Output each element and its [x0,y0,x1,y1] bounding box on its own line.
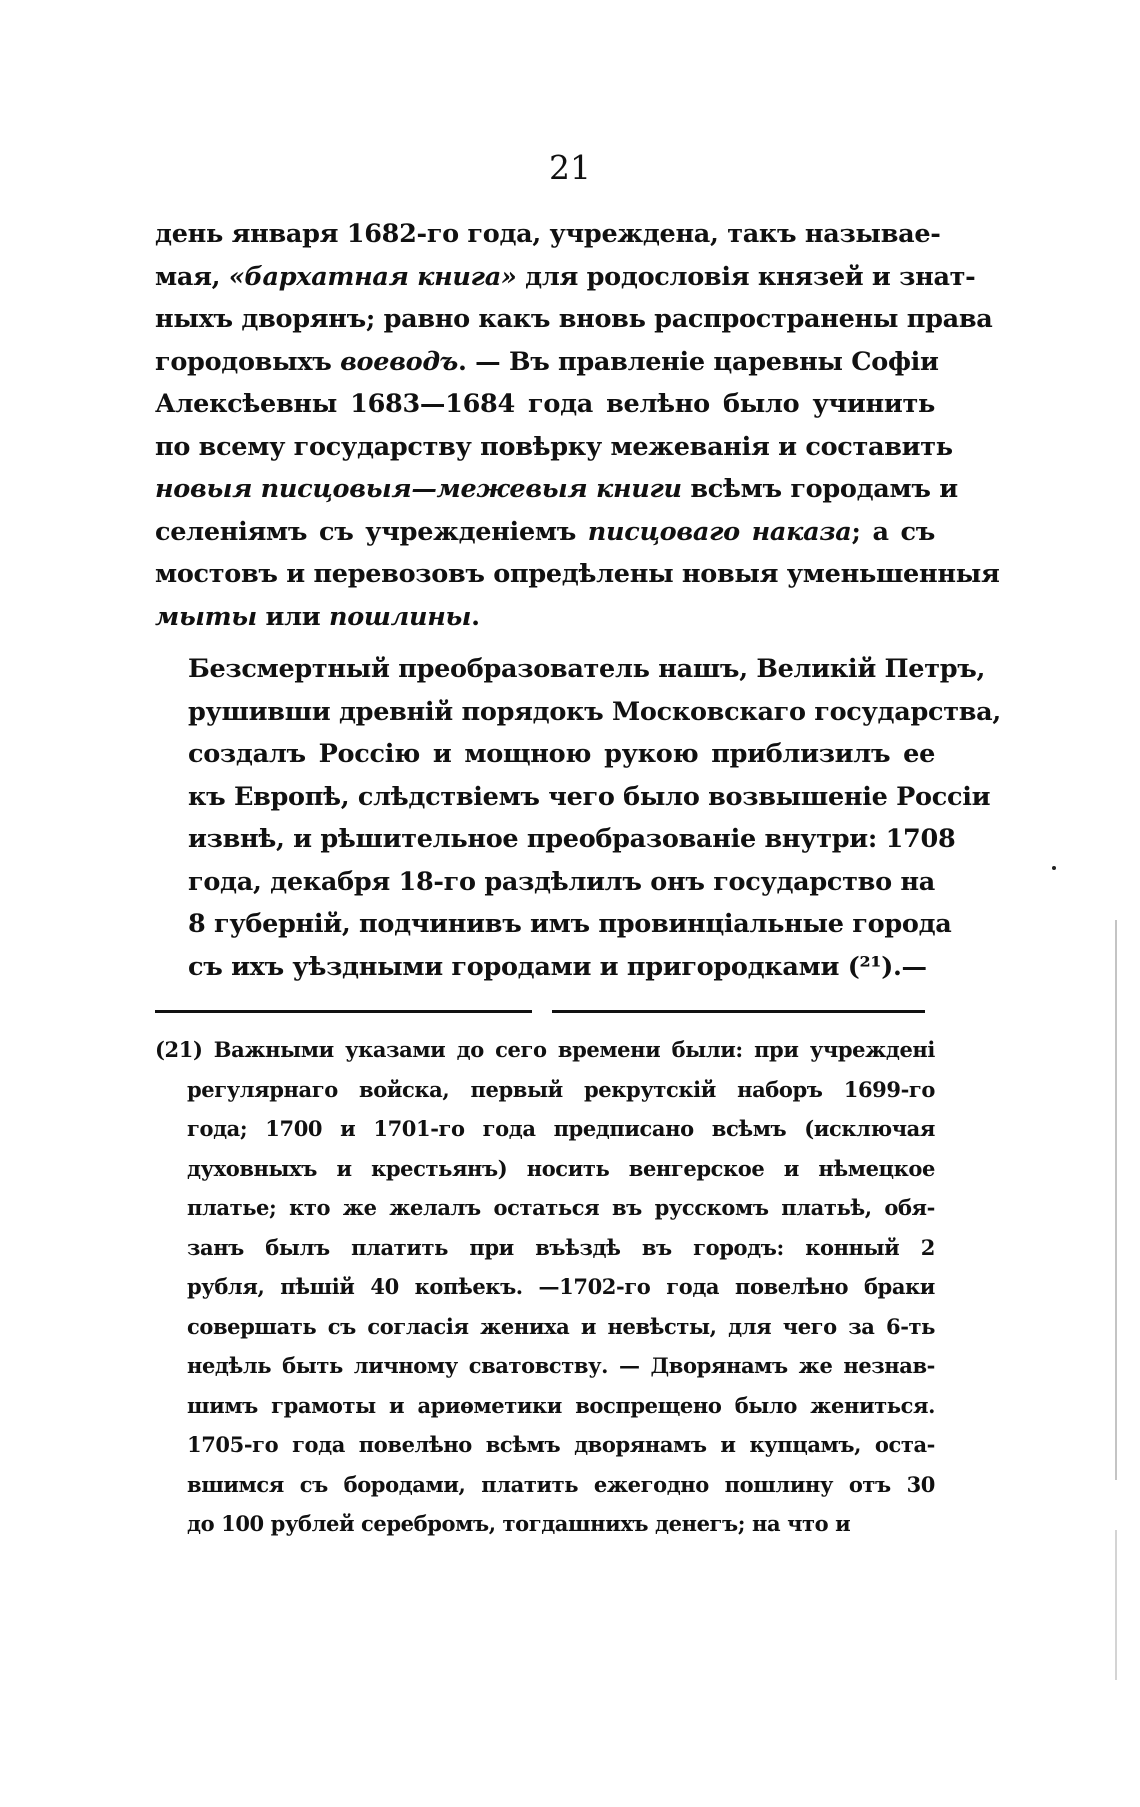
text-line [155,691,1001,734]
text-line [155,946,935,989]
text-run: писцоваго наказа [587,516,852,547]
text-run: . [471,601,480,632]
text-line [155,733,935,776]
paragraph-1 [155,213,1000,638]
text-run: 8 губерній, подчинивъ имъ провинціальные города [188,909,952,939]
text-run: всѣмъ городамъ и [681,474,958,504]
footnote-line: занъ былъ платить при въѣздѣ въ городъ: конный 2 [187,1234,935,1260]
text-line [155,511,935,554]
scan-edge-mark [1115,920,1117,1480]
text-run: мыты [155,601,257,632]
text-run: или [256,601,329,632]
main-text [155,213,1001,988]
text-line [155,256,976,299]
text-run: воеводъ [340,346,459,377]
text-line [155,383,935,426]
footnote-line: шимъ грамоты и ариѳметики воспрещено было жениться. [187,1392,935,1418]
text-run: новыя писцовыя—межевыя книги [155,474,682,504]
footnote-line: недѣль быть личному сватовству. — Дворянамъ же незнав- [187,1353,935,1378]
footnote-line: совершать съ согласія жениха и невѣсты, для чего за 6-ть [187,1313,935,1339]
text-run: пошлины [328,601,472,632]
text-run: къ Европѣ, слѣдствіемъ чего было возвышеніе Россіи [188,781,991,812]
footnote-line: регулярнаго войска, первый рекрутскій наборъ 1699-го [187,1076,935,1102]
text-run: по всему государству повѣрку межеванія и составить [155,431,953,462]
text-run: Алексѣевны 1683—1684 года велѣно было учинить [155,389,935,419]
footnote-21 [155,1030,935,1544]
footnote-line: рубля, пѣшій 40 копѣекъ. —1702-го года повелѣно браки [187,1274,935,1299]
text-run: селеніямъ съ учрежденіемъ [155,516,588,547]
page-number: 21 [549,148,591,187]
text-run: «бархатная книга» [228,261,517,292]
footnote-rule-right [552,1010,925,1013]
text-run: съ ихъ уѣздными городами и пригородками (²¹).— [188,951,927,982]
text-line [155,776,991,819]
text-line [155,596,935,639]
footnote-line: платье; кто же желалъ остаться въ русскомъ платьѣ, обя- [187,1195,935,1220]
text-run: создалъ Россію и мощною рукою приблизилъ ее [188,739,935,769]
footnote-line: до 100 рублей серебромъ, тогдашнихъ денегъ; на что и [187,1511,851,1536]
text-line [155,648,986,691]
text-line [155,903,952,946]
footnote-line: вшимся съ бородами, платить ежегодно пошлину отъ 30 [187,1471,935,1497]
text-line [155,468,958,511]
footnote-line: (21) Важными указами до сего времени были: при учреждені [155,1037,935,1062]
footnote-rule-left [155,1010,532,1013]
text-run: года, декабря 18-го раздѣлилъ онъ государство на [188,866,935,897]
text-line [155,298,993,341]
text-run: ныхъ дворянъ; равно какъ вновь распространены права [155,304,993,334]
scan-speck [1052,866,1056,870]
text-run: день января 1682-го года, учреждена, такъ называе- [155,219,941,249]
text-run: . — Въ правленіе царевны Софіи [458,346,939,377]
text-run: извнѣ, и рѣшительное преобразованіе внутри: 1708 [188,824,956,854]
text-line [155,213,941,256]
text-run: ; а съ [851,516,935,547]
footnote-line: духовныхъ и крестьянъ) носить венгерское и нѣмецкое [187,1155,935,1181]
text-line [155,553,1000,596]
scan-edge-mark [1115,1530,1117,1680]
text-run: мая, [155,261,229,292]
footnote-line: года; 1700 и 1701-го года предписано всѣмъ (исключая [187,1116,935,1141]
text-run: для родословія князей и знат- [516,261,976,292]
paragraph-2 [155,648,1001,988]
text-line [155,861,935,904]
footnote-line: 1705-го года повелѣно всѣмъ дворянамъ и купцамъ, оста- [187,1432,935,1457]
text-line [155,341,939,384]
text-run: мостовъ и перевозовъ опредѣлены новыя уменьшенныя [155,559,1000,589]
text-run: городовыхъ [155,346,341,377]
text-line [155,818,956,861]
text-line [155,426,953,469]
text-run: рушивши древній порядокъ Московскаго государства, [188,696,1001,727]
text-run: Безсмертный преобразователь нашъ, Великій Петръ, [188,654,986,684]
